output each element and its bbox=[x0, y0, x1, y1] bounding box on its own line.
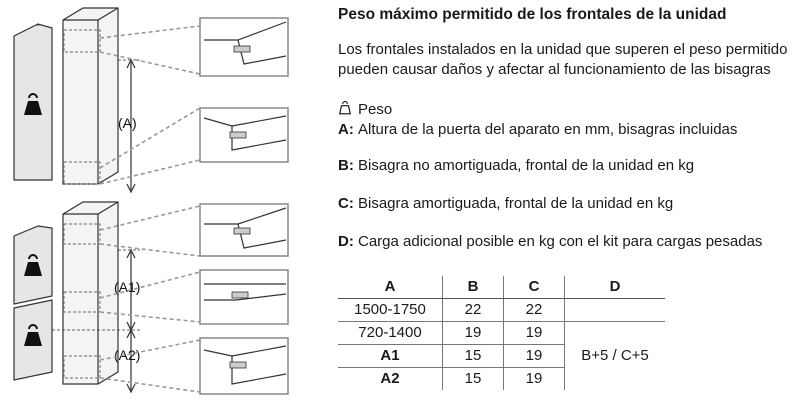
section-title: Peso máximo permitido de los frontales de la unidad bbox=[338, 6, 727, 23]
table-header-cell: C bbox=[504, 276, 565, 299]
table-cell: 19 bbox=[443, 322, 504, 345]
single-door-appliance bbox=[14, 8, 118, 184]
installation-illustration bbox=[0, 0, 320, 400]
table-cell: A2 bbox=[380, 370, 400, 387]
table-header-cell: A bbox=[338, 276, 443, 299]
table-row bbox=[338, 299, 665, 322]
table-header-row bbox=[338, 276, 665, 299]
legend-d bbox=[338, 232, 788, 251]
hinge-detail-5 bbox=[200, 338, 288, 394]
dimension-a-label: (A) bbox=[118, 115, 137, 131]
legend-b-key: B: bbox=[338, 157, 354, 174]
table-cell-d-value: B+5 / C+5 bbox=[565, 322, 666, 391]
legend-b-desc: Bisagra no amortiguada, frontal de la unidad en kg bbox=[358, 157, 695, 174]
table-cell: 720-1400 bbox=[338, 322, 443, 345]
legend-c-key: C: bbox=[338, 195, 354, 212]
weight-spec-table bbox=[338, 276, 665, 390]
table-cell: A1 bbox=[338, 345, 443, 368]
legend-a bbox=[338, 120, 788, 139]
legend-a-desc: Altura de la puerta del aparato en mm, bisagras incluidas bbox=[358, 121, 738, 138]
legend-d-desc: Carga adicional posible en kg con el kit para cargas pesadas bbox=[358, 233, 763, 250]
table-cell: 19 bbox=[504, 368, 565, 391]
intro-paragraph: Los frontales instalados en la unidad que superen el peso permitido pueden causar daños y afectar al funcionamiento de las bisagras bbox=[338, 41, 788, 78]
text-panel bbox=[338, 0, 798, 400]
weight-icon bbox=[338, 101, 352, 115]
legend-a-key: A: bbox=[338, 121, 354, 138]
dimension-a1-label: (A1) bbox=[114, 279, 141, 295]
table-cell: 1500-1750 bbox=[338, 299, 443, 322]
legend-d-key: D: bbox=[338, 233, 354, 250]
hinge-detail-1 bbox=[200, 18, 288, 76]
dimension-a2-label: (A2) bbox=[114, 347, 141, 363]
table-row bbox=[338, 322, 665, 345]
legend-c bbox=[338, 194, 788, 213]
hinge-detail-3 bbox=[200, 204, 288, 256]
hinge-detail-4 bbox=[200, 270, 288, 324]
legend-weight bbox=[338, 100, 788, 119]
table-cell: 22 bbox=[504, 299, 565, 322]
table-cell: 19 bbox=[504, 322, 565, 345]
legend-b bbox=[338, 156, 788, 175]
table-cell: 19 bbox=[504, 345, 565, 368]
legend-c-desc: Bisagra amortiguada, frontal de la unidad en kg bbox=[358, 195, 674, 212]
table-header-cell: D bbox=[565, 276, 666, 299]
table-cell: 15 bbox=[443, 345, 504, 368]
table-cell: 15 bbox=[443, 368, 504, 391]
table-cell bbox=[565, 299, 666, 322]
hinge-detail-2 bbox=[200, 108, 288, 162]
table-header-cell: B bbox=[443, 276, 504, 299]
table-cell: 22 bbox=[443, 299, 504, 322]
legend-weight-label: Peso bbox=[358, 101, 393, 118]
